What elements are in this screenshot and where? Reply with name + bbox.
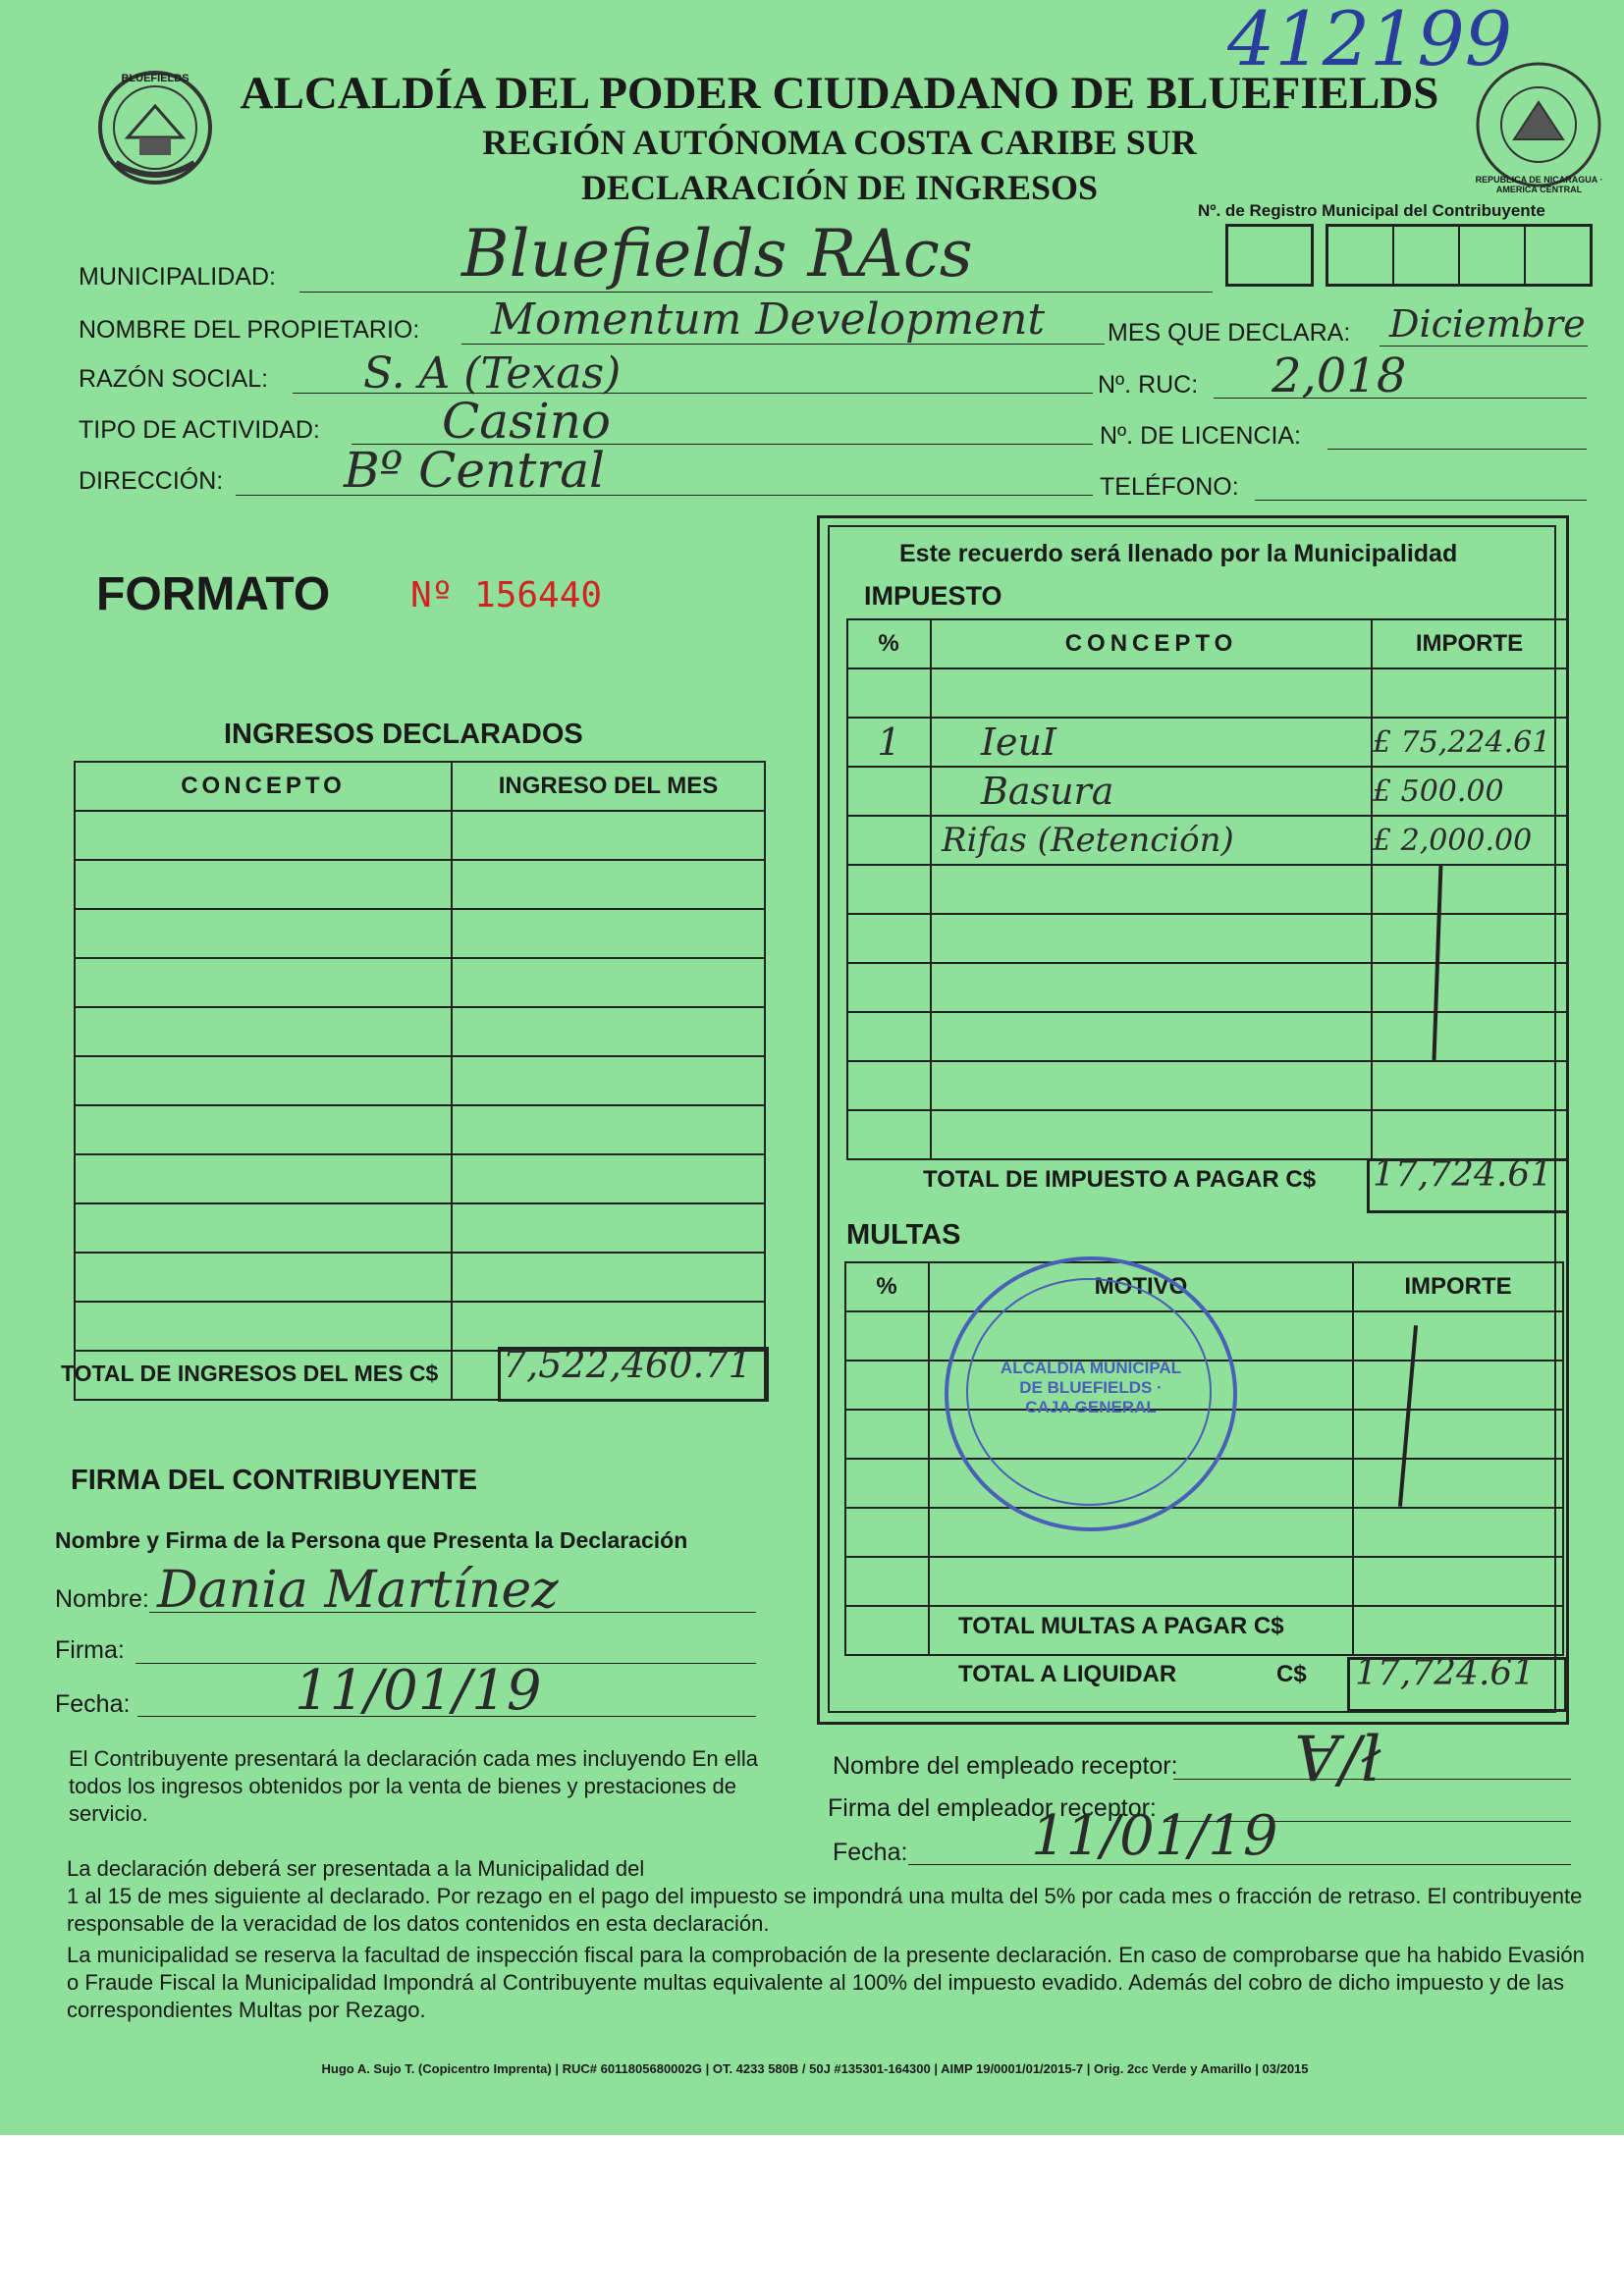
note-paragraph-2b: 1 al 15 de mes siguiente al declarado. Por rezago en el pago del impuesto se impondrá una multa del 5% por cada mes o fracción de retraso. El contribuyente responsable de la veracidad de los datos contenidos en esta declaración. <box>67 1884 1583 1936</box>
table-row <box>847 816 1567 865</box>
registry-boxes <box>1326 224 1593 287</box>
seal-right-text: REPUBLICA DE NICARAGUA · AMERICA CENTRAL <box>1475 175 1603 194</box>
direccion-label: DIRECCIÓN: <box>79 467 224 495</box>
direccion-value: Bº Central <box>344 442 605 499</box>
table-row <box>75 1253 765 1302</box>
actividad-label: TIPO DE ACTIVIDAD: <box>79 416 320 444</box>
table-row <box>75 909 765 958</box>
ingresos-total-label: TOTAL DE INGRESOS DEL MES C$ <box>61 1361 439 1386</box>
propietario-value: Momentum Development <box>491 294 1046 345</box>
fecha-value: 11/01/19 <box>295 1659 542 1723</box>
stamp-text: ALCALDIA MUNICIPAL DE BLUEFIELDS · CAJA GENERAL <box>1000 1359 1182 1416</box>
firma-title: FIRMA DEL CONTRIBUYENTE <box>71 1465 478 1496</box>
table-row <box>845 1508 1563 1557</box>
page-subtitle: REGIÓN AUTÓNOMA COSTA CARIBE SUR <box>482 123 1197 162</box>
total-multas-label: TOTAL MULTAS A PAGAR C$ <box>958 1613 1284 1639</box>
table-row <box>75 958 765 1007</box>
table-row <box>847 865 1567 914</box>
total-liquidar-label: TOTAL A LIQUIDAR <box>958 1661 1177 1687</box>
table-row <box>75 811 765 860</box>
multas-col-importe: IMPORTE <box>1353 1262 1563 1311</box>
total-liquidar-currency: C$ <box>1276 1661 1307 1687</box>
impuesto-table <box>846 618 1568 1160</box>
razon-social-value: S. A (Texas) <box>363 348 622 399</box>
municipalidad-label: MUNICIPALIDAD: <box>79 263 276 291</box>
ingresos-title: INGRESOS DECLARADOS <box>224 719 583 750</box>
note-paragraph-1: El Contribuyente presentará la declaración cada mes incluyendo En ella todos los ingresos obtenidos por la venta de bienes y prestaciones de servicio. <box>69 1746 758 1826</box>
receptor-fecha-label: Fecha: <box>833 1839 908 1866</box>
impuesto-row-2-importe: £ 500.00 <box>1372 767 1567 816</box>
impuesto-row-1-concepto: IeuI <box>931 718 1372 767</box>
receptor-firma-label: Firma del empleador receptor: <box>828 1794 1157 1822</box>
ingresos-col-ingreso: INGRESO DEL MES <box>452 762 765 811</box>
firma-label: Firma: <box>55 1636 125 1664</box>
ingresos-total-value: 7,522,460.71 <box>503 1343 752 1386</box>
licencia-label: Nº. DE LICENCIA: <box>1100 422 1302 450</box>
receptor-signature-mark: Ɐ/ł <box>1294 1724 1381 1796</box>
telefono-label: TELÉFONO: <box>1100 473 1239 501</box>
document-title: DECLARACIÓN DE INGRESOS <box>580 168 1099 207</box>
mes-value: Diciembre <box>1389 302 1586 346</box>
table-row <box>847 1012 1567 1061</box>
seal-left-text: BLUEFIELDS <box>121 73 189 84</box>
total-impuesto-value: 17,724.61 <box>1373 1154 1553 1195</box>
impuesto-row-1-pct: 1 <box>847 718 931 767</box>
impuesto-col-importe: IMPORTE <box>1372 619 1567 668</box>
ruc-value: 2,018 <box>1272 348 1407 403</box>
note-paragraph-3: La municipalidad se reserva la facultad de inspección fiscal para la comprobación de la presente declaración. En caso de comprobarse que ha habido Evasión o Fraude Fiscal la Municipalidad Impondrá al Contribuyente multas equivalente al 100% del impuesto evadido. Además del cobro de dicho impuesto y de las correspondientes Multas por Rezago. <box>67 1943 1585 2022</box>
table-row <box>845 1557 1563 1606</box>
caja-general-stamp <box>945 1256 1237 1531</box>
multas-title: MULTAS <box>846 1219 961 1251</box>
table-row <box>847 963 1567 1012</box>
table-row <box>75 860 765 909</box>
firma-subtitle: Nombre y Firma de la Persona que Presenta la Declaración <box>55 1527 688 1553</box>
table-row <box>75 1007 765 1056</box>
receptor-nombre-label: Nombre del empleado receptor: <box>833 1752 1178 1780</box>
impuesto-title: IMPUESTO <box>864 581 1002 611</box>
ruc-label: Nº. RUC: <box>1098 371 1199 399</box>
nicaragua-seal-icon <box>1473 59 1605 194</box>
impuesto-row-3-importe: £ 2,000.00 <box>1372 816 1567 865</box>
multas-col-pct: % <box>845 1262 929 1311</box>
impuesto-row-2-concepto: Basura <box>931 767 1372 816</box>
table-row <box>847 1061 1567 1110</box>
propietario-label: NOMBRE DEL PROPIETARIO: <box>79 316 420 344</box>
impuesto-col-pct: % <box>847 619 931 668</box>
registry-box-1 <box>1225 224 1314 287</box>
razon-social-label: RAZÓN SOCIAL: <box>79 365 269 393</box>
actividad-value: Casino <box>442 393 612 450</box>
table-row <box>75 1056 765 1105</box>
ingresos-col-concepto: CONCEPTO <box>75 762 452 811</box>
note-paragraph-2a: La declaración deberá ser presentada a la Municipalidad del <box>67 1856 645 1881</box>
fecha-label: Fecha: <box>55 1690 131 1718</box>
mes-label: MES QUE DECLARA: <box>1108 319 1351 347</box>
formato-label: FORMATO <box>96 568 331 620</box>
table-row <box>847 718 1567 767</box>
table-row <box>847 1110 1567 1159</box>
formato-number: Nº 156440 <box>410 575 603 615</box>
registry-label: Nº. de Registro Municipal del Contribuyente <box>1198 201 1545 220</box>
total-liquidar-value: 17,724.61 <box>1355 1653 1536 1693</box>
table-row <box>847 767 1567 816</box>
bluefields-seal-icon <box>96 69 214 187</box>
ingresos-table <box>74 761 766 1401</box>
table-row <box>847 668 1567 718</box>
table-row <box>847 914 1567 963</box>
table-row <box>75 1105 765 1154</box>
page-title: ALCALDÍA DEL PODER CIUDADANO DE BLUEFIELDS <box>240 68 1439 119</box>
receptor-fecha-value: 11/01/19 <box>1031 1804 1278 1868</box>
nombre-value: Dania Martínez <box>157 1561 559 1620</box>
impuesto-row-1-importe: £ 75,224.61 <box>1372 718 1567 767</box>
municipal-note: Este recuerdo será llenado por la Municipalidad <box>899 540 1458 567</box>
table-row <box>75 1203 765 1253</box>
nombre-label: Nombre: <box>55 1585 149 1613</box>
impuesto-col-concepto: CONCEPTO <box>931 619 1372 668</box>
handwritten-reference-number: 412199 <box>1227 0 1513 82</box>
printer-footer: Hugo A. Sujo T. (Copicentro Imprenta) | RUC# 6011805680002G | OT. 4233 580B / 50J #135301-164300 | AIMP 19/0001/01/2015-7 | Orig. 2cc Verde y Amarillo | 03/2015 <box>321 2061 1309 2076</box>
multas-col-motivo: MOTIVO <box>929 1262 1353 1311</box>
municipalidad-value: Bluefields RAcs <box>461 216 973 292</box>
total-impuesto-label: TOTAL DE IMPUESTO A PAGAR C$ <box>923 1166 1317 1193</box>
table-row <box>75 1154 765 1203</box>
impuesto-row-3-concepto: Rifas (Retención) <box>931 816 1372 865</box>
